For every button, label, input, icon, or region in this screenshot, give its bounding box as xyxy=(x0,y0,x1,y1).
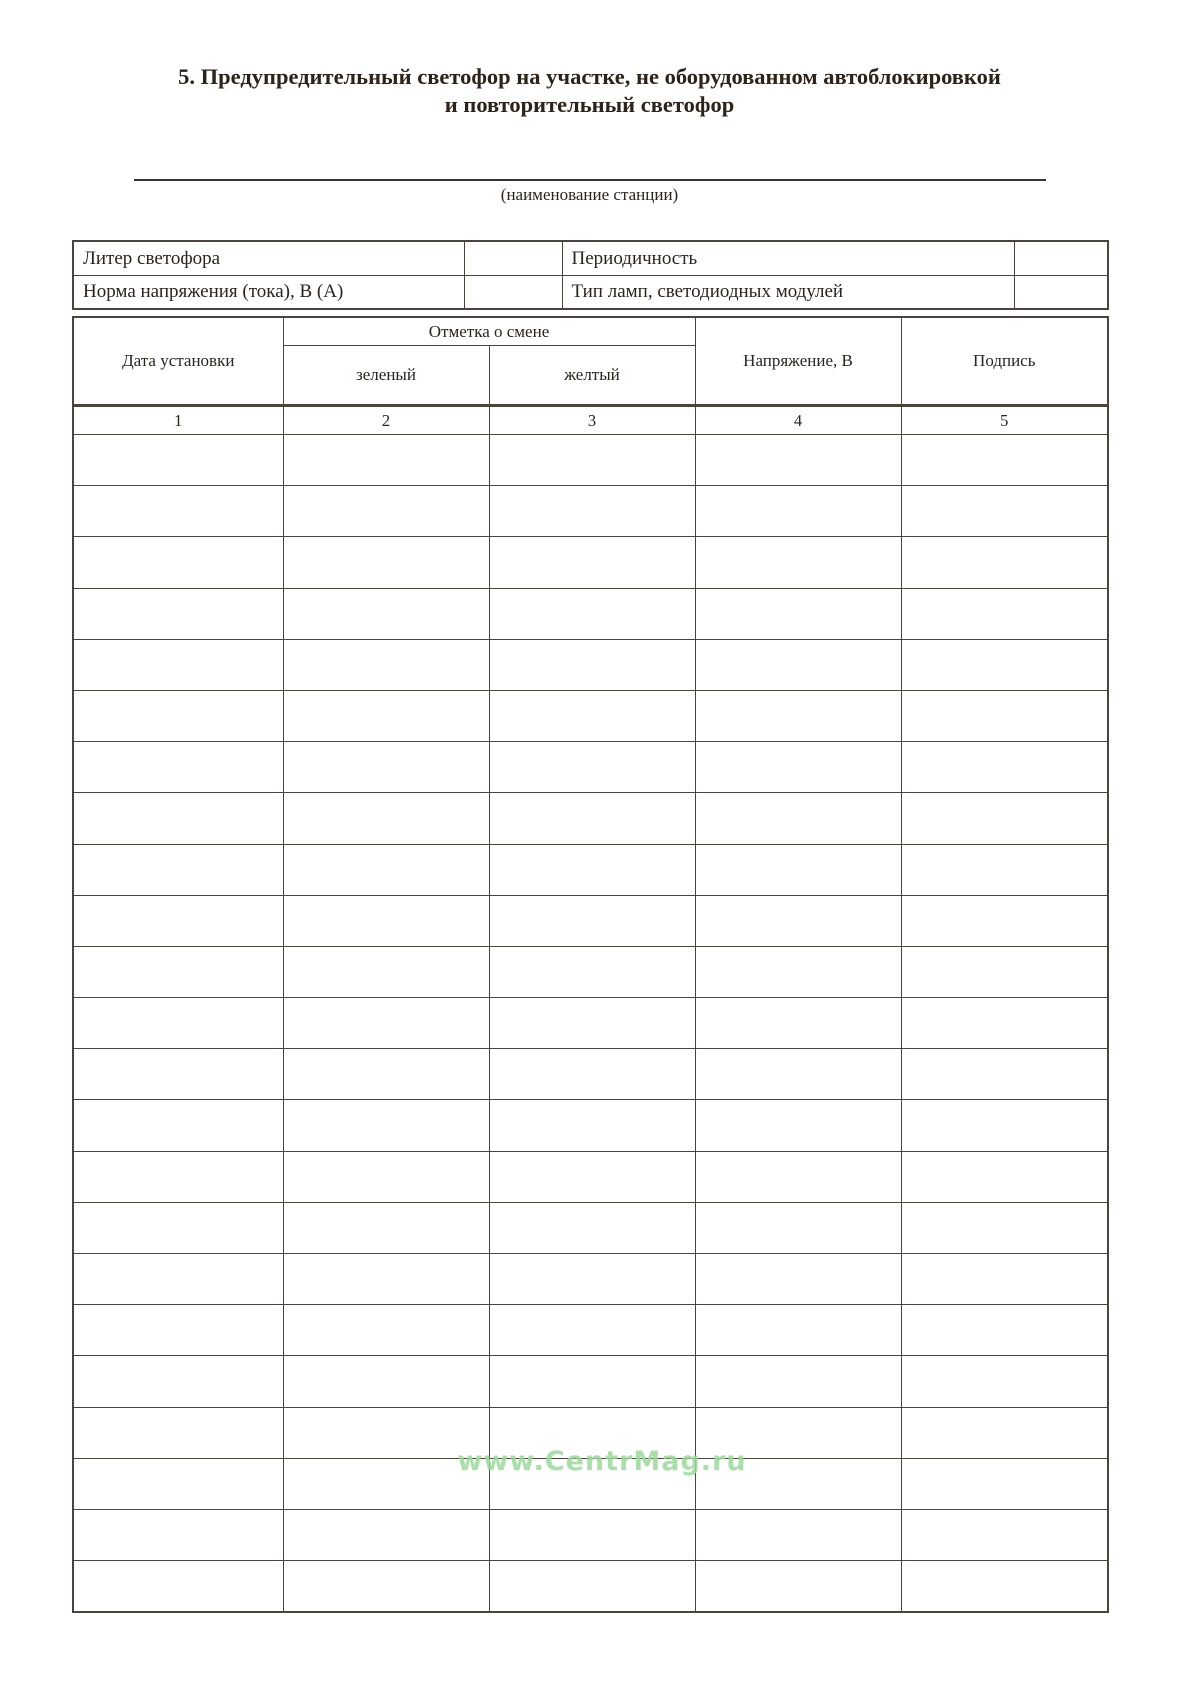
log-table-empty-cell xyxy=(283,844,489,895)
log-table-empty-cell xyxy=(489,435,695,486)
log-table-empty-cell xyxy=(901,1561,1108,1613)
log-table-empty-cell xyxy=(489,690,695,741)
log-table-empty-cell xyxy=(901,1254,1108,1305)
log-table-empty-cell xyxy=(695,895,901,946)
log-table-empty-cell xyxy=(901,946,1108,997)
info-table-row xyxy=(73,241,1108,276)
log-table-empty-cell xyxy=(73,639,283,690)
log-table-empty-cell xyxy=(73,793,283,844)
log-table-empty-cell xyxy=(283,486,489,537)
log-table-empty-cell xyxy=(283,1305,489,1356)
info-label-lamp-type: Тип ламп, светодиодных модулей xyxy=(562,276,1014,310)
log-table-empty-row xyxy=(73,486,1108,537)
log-table-empty-cell xyxy=(489,1561,695,1613)
log-table-empty-cell xyxy=(73,1407,283,1458)
log-table-empty-row xyxy=(73,1356,1108,1407)
log-table-empty-cell xyxy=(283,1049,489,1100)
log-table-empty-cell xyxy=(283,1561,489,1613)
header-replacement-mark-group: Отметка о смене xyxy=(283,317,695,346)
page-title xyxy=(72,63,1107,119)
log-table-empty-cell xyxy=(283,1254,489,1305)
log-table-empty-cell xyxy=(695,537,901,588)
log-table-empty-row xyxy=(73,1509,1108,1560)
log-table-empty-cell xyxy=(695,1356,901,1407)
log-table-empty-cell xyxy=(489,1202,695,1253)
column-number-5: 5 xyxy=(901,406,1108,435)
log-table-body xyxy=(73,435,1108,1613)
info-label-voltage-norm: Норма напряжения (тока), В (А) xyxy=(73,276,464,310)
log-table-empty-cell xyxy=(73,1458,283,1509)
header-install-date: Дата установки xyxy=(73,317,283,406)
log-table-empty-row xyxy=(73,793,1108,844)
log-table-empty-cell xyxy=(695,1049,901,1100)
log-table-empty-row xyxy=(73,588,1108,639)
log-table-empty-cell xyxy=(901,435,1108,486)
log-table-empty-cell xyxy=(489,1100,695,1151)
log-table-empty-cell xyxy=(73,435,283,486)
info-value-periodicity xyxy=(1014,241,1108,276)
log-table-empty-cell xyxy=(283,537,489,588)
log-table-empty-row xyxy=(73,1202,1108,1253)
log-table-empty-cell xyxy=(695,1305,901,1356)
log-table-empty-row xyxy=(73,1151,1108,1202)
log-table-empty-cell xyxy=(901,895,1108,946)
log-table-empty-cell xyxy=(695,690,901,741)
log-table-empty-cell xyxy=(901,1458,1108,1509)
log-table-empty-cell xyxy=(283,588,489,639)
header-signature: Подпись xyxy=(901,317,1108,406)
log-table-empty-cell xyxy=(283,946,489,997)
log-table-empty-cell xyxy=(73,1049,283,1100)
log-table-empty-cell xyxy=(695,998,901,1049)
log-table-empty-cell xyxy=(489,1151,695,1202)
log-table-empty-cell xyxy=(283,1151,489,1202)
column-number-3: 3 xyxy=(489,406,695,435)
info-value-lamp-type xyxy=(1014,276,1108,310)
info-label-periodicity: Периодичность xyxy=(562,241,1014,276)
log-table-empty-cell xyxy=(283,998,489,1049)
log-table-empty-cell xyxy=(489,486,695,537)
log-table-empty-cell xyxy=(489,1049,695,1100)
log-table-empty-cell xyxy=(283,742,489,793)
log-table-empty-cell xyxy=(695,1254,901,1305)
log-table-empty-row xyxy=(73,998,1108,1049)
log-table-empty-cell xyxy=(489,588,695,639)
log-table-empty-cell xyxy=(283,1356,489,1407)
log-table-empty-row xyxy=(73,895,1108,946)
header-voltage: Напряжение, В xyxy=(695,317,901,406)
log-table-empty-cell xyxy=(489,1305,695,1356)
log-table-empty-cell xyxy=(901,588,1108,639)
info-value-signal-letter xyxy=(464,241,562,276)
log-table-empty-cell xyxy=(901,844,1108,895)
replacement-log-table xyxy=(72,316,1109,1613)
log-table-empty-cell xyxy=(283,1509,489,1560)
log-table-empty-cell xyxy=(901,537,1108,588)
log-table-empty-cell xyxy=(489,1356,695,1407)
log-table-empty-row xyxy=(73,690,1108,741)
log-table-empty-cell xyxy=(489,895,695,946)
log-table-empty-cell xyxy=(489,998,695,1049)
watermark-text: www.CentrMag.ru xyxy=(457,1446,747,1477)
log-table-empty-cell xyxy=(901,1509,1108,1560)
header-green-lamp: зеленый xyxy=(283,346,489,406)
log-table-empty-row xyxy=(73,1049,1108,1100)
log-table-empty-cell xyxy=(489,793,695,844)
log-table-empty-row xyxy=(73,844,1108,895)
station-name-blank-line xyxy=(134,179,1046,181)
signal-info-table xyxy=(72,240,1109,310)
log-table-empty-row xyxy=(73,639,1108,690)
log-table-empty-cell xyxy=(73,588,283,639)
log-table-empty-cell xyxy=(73,486,283,537)
log-table-empty-cell xyxy=(73,537,283,588)
log-table-empty-cell xyxy=(73,844,283,895)
log-table-empty-cell xyxy=(695,435,901,486)
log-table-empty-cell xyxy=(489,1509,695,1560)
log-table-empty-cell xyxy=(489,844,695,895)
log-table-empty-cell xyxy=(73,998,283,1049)
log-table-empty-cell xyxy=(489,639,695,690)
log-table-empty-row xyxy=(73,435,1108,486)
log-table-empty-cell xyxy=(283,690,489,741)
log-table-empty-cell xyxy=(901,1100,1108,1151)
log-table-empty-cell xyxy=(695,1509,901,1560)
log-table-empty-row xyxy=(73,742,1108,793)
log-table-empty-cell xyxy=(73,946,283,997)
log-table-empty-cell xyxy=(695,742,901,793)
log-table-empty-cell xyxy=(489,1254,695,1305)
log-table-empty-cell xyxy=(695,844,901,895)
log-table-empty-cell xyxy=(901,639,1108,690)
log-table-empty-row xyxy=(73,1305,1108,1356)
log-table-empty-cell xyxy=(73,742,283,793)
log-table-empty-cell xyxy=(73,895,283,946)
info-label-signal-letter: Литер светофора xyxy=(73,241,464,276)
log-table-empty-cell xyxy=(283,1202,489,1253)
log-table-empty-cell xyxy=(283,1100,489,1151)
log-table-empty-cell xyxy=(695,588,901,639)
log-table-empty-cell xyxy=(73,1202,283,1253)
station-name-caption: (наименование станции) xyxy=(500,185,679,204)
column-number-1: 1 xyxy=(73,406,283,435)
log-table-empty-cell xyxy=(901,1202,1108,1253)
log-table-empty-row xyxy=(73,946,1108,997)
info-value-voltage-norm xyxy=(464,276,562,310)
log-table-empty-cell xyxy=(73,1254,283,1305)
log-table-empty-cell xyxy=(901,998,1108,1049)
log-table-empty-cell xyxy=(73,1356,283,1407)
log-table-empty-cell xyxy=(695,1561,901,1613)
log-table-empty-cell xyxy=(695,639,901,690)
log-table-empty-cell xyxy=(283,793,489,844)
page-title-line-1: 5. Предупредительный светофор на участке, не оборудованном автоблокировкой xyxy=(178,64,1001,89)
log-table-empty-cell xyxy=(901,1356,1108,1407)
log-table-empty-cell xyxy=(489,946,695,997)
info-table-row xyxy=(73,276,1108,310)
log-table-header-row-1 xyxy=(73,317,1108,346)
page-title-line-2: и повторительный светофор xyxy=(444,92,735,117)
log-table-empty-cell xyxy=(695,486,901,537)
column-number-2: 2 xyxy=(283,406,489,435)
column-number-4: 4 xyxy=(695,406,901,435)
log-table-empty-cell xyxy=(283,435,489,486)
log-table-empty-cell xyxy=(901,793,1108,844)
log-table-empty-cell xyxy=(695,1151,901,1202)
log-table-empty-cell xyxy=(283,895,489,946)
log-table-empty-cell xyxy=(695,793,901,844)
column-number-row xyxy=(73,406,1108,435)
log-table-empty-row xyxy=(73,1561,1108,1613)
log-table-empty-row xyxy=(73,1100,1108,1151)
log-table-empty-cell xyxy=(489,742,695,793)
log-table-empty-cell xyxy=(901,690,1108,741)
log-table-empty-cell xyxy=(901,1305,1108,1356)
log-table-empty-cell xyxy=(695,1100,901,1151)
log-table-empty-cell xyxy=(901,1407,1108,1458)
log-table-empty-cell xyxy=(73,1151,283,1202)
log-table-empty-cell xyxy=(73,1509,283,1560)
log-table-empty-cell xyxy=(695,1202,901,1253)
log-table-empty-row xyxy=(73,1254,1108,1305)
header-yellow-lamp: желтый xyxy=(489,346,695,406)
log-table-empty-cell xyxy=(73,1561,283,1613)
log-table-empty-cell xyxy=(901,486,1108,537)
log-table-empty-cell xyxy=(73,1305,283,1356)
log-table-empty-cell xyxy=(901,1049,1108,1100)
log-table-empty-cell xyxy=(73,1100,283,1151)
log-table-empty-cell xyxy=(901,742,1108,793)
log-table-empty-row xyxy=(73,537,1108,588)
log-table-empty-cell xyxy=(73,690,283,741)
log-table-empty-cell xyxy=(489,537,695,588)
log-table-empty-cell xyxy=(695,946,901,997)
log-table-empty-cell xyxy=(901,1151,1108,1202)
log-table-empty-cell xyxy=(283,639,489,690)
